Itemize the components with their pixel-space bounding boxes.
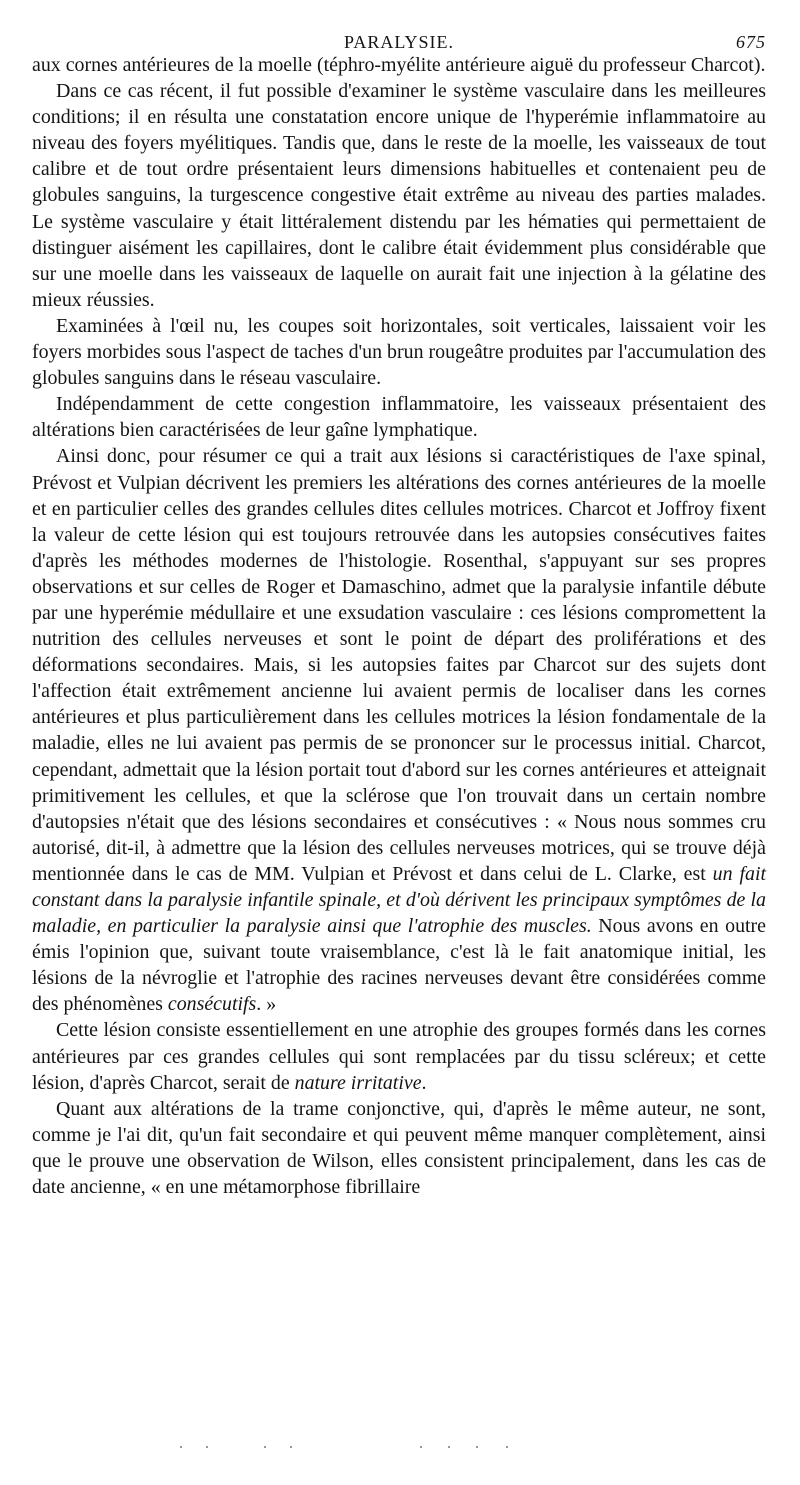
- paragraph: [32, 1017, 766, 1095]
- book-page: [32, 0, 766, 1200]
- text-run: Cette lésion consiste essentiellement en une atrophie des groupes formés dans les cornes antérieures par ces grandes cellules qui sont remplacées par du tissu scléreux; et cette lésion, d'après Charcot, serait de: [32, 1019, 766, 1094]
- ink-speck: [206, 1446, 208, 1448]
- ink-speck: [290, 1446, 292, 1448]
- running-title: PARALYSIE.: [343, 32, 455, 52]
- page-number: 675: [736, 32, 766, 52]
- text-run: Nous avons en outre émis l'opinion que, suivant toute vraisemblance, c'est là le fait anatomique initial, les lésions de la névroglie et l'atrophie des racines nerveuses devant être considérées comme des phénomènes: [32, 915, 767, 1016]
- text-run: Indépendamment de cette congestion inflammatoire, les vaisseaux présentaient des altérations bien caractérisées de leur gaîne lymphatique.: [32, 393, 766, 442]
- ink-speck: [448, 1446, 450, 1448]
- text-run: .: [421, 1071, 427, 1094]
- paragraph: [32, 52, 766, 78]
- page-header: [32, 0, 766, 52]
- paragraph: [32, 78, 766, 313]
- text-run: . »: [256, 993, 277, 1016]
- italic-text-run: consécutifs: [167, 993, 257, 1016]
- ink-speck: [420, 1446, 422, 1448]
- ink-speck: [264, 1446, 266, 1448]
- ink-speck: [506, 1446, 508, 1448]
- italic-text-run: nature irritative: [294, 1071, 422, 1094]
- body-text: [32, 52, 766, 1200]
- text-run: Quant aux altérations de la trame conjonctive, qui, d'après le même auteur, ne sont, comme je l'ai dit, qu'un fait secondaire et qui peuvent même manquer complètement, ainsi que le prouve une observation de Wilson, elles consistent principalement, dans les cas de date ancienne, « en une métamorphose fibrillaire: [32, 1097, 766, 1199]
- paragraph: [32, 391, 766, 443]
- paragraph: [32, 1096, 766, 1200]
- ink-speck: [476, 1446, 478, 1448]
- text-run: aux cornes antérieures de la moelle (téphro-myélite antérieure aiguë du professeur Charcot).: [32, 54, 766, 76]
- text-run: Ainsi donc, pour résumer ce qui a trait aux lésions si caractéristiques de l'axe spinal, Prévost et Vulpian décrivent les premiers les altérations des cornes antérieures de la moelle et en particulier celles des grandes cellules dites cellules motrices. Charcot et Joffroy fixent la valeur de cette lésion qui est toujours retrouvée dans les autopsies consécutives faites d'après les méthodes modernes de l'histologie. Rosenthal, s'appuyant sur ses propres observations et sur celles de Roger et Damaschino, admet que la paralysie infantile débute par une hyperémie médullaire et une exsudation vasculaire : ces lésions compromettent la nutrition des cellules nerveuses et sont le point de départ des proliférations et des déformations secondaires. Mais, si les autopsies faites par Charcot sur des sujets dont l'affection était extrêmement ancienne lui avaient permis de localiser dans les cornes antérieures et plus particulièrement dans les cellules motrices la lésion fondamentale de la maladie, elles ne lui avaient pas permis de se prononcer sur le processus initial. Charcot, cependant, admettait que la lésion portait tout d'abord sur les cornes antérieures et atteignait primitivement les cellules, et que la sclérose que l'on trouvait dans un certain nombre d'autopsies n'était que des lésions secondaires et consécutives : « Nous nous sommes cru autorisé, dit-il, à admettre que la lésion des cellules nerveuses motrices, qui se trouve déjà mentionnée dans le cas de MM. Vulpian et Prévost et dans celui de L. Clarke, est: [32, 445, 766, 885]
- paragraph: [32, 443, 766, 1017]
- text-run: Examinées à l'œil nu, les coupes soit horizontales, soit verticales, laissaient voir les foyers morbides sous l'aspect de taches d'un brun rougeâtre produites par l'accumulation des globules sanguins dans le réseau vasculaire.: [32, 314, 766, 390]
- ink-speck: [180, 1446, 182, 1448]
- italic-text-run: un fait constant dans la paralysie infantile spinale, et d'où dérivent les principaux symptômes de la maladie, en particulier la paralysie ainsi que l'atrophie des muscles.: [32, 862, 766, 938]
- page-bottom-marks: [180, 1446, 540, 1450]
- paragraph: [32, 313, 766, 391]
- text-run: Dans ce cas récent, il fut possible d'examiner le système vasculaire dans les meilleures conditions; il en résulta une constatation encore unique de l'hyperémie inflammatoire au niveau des foyers myélitiques. Tandis que, dans le reste de la moelle, les vaisseaux de tout calibre et de tout ordre présentaient leurs dimensions habituelles et contenaient peu de globules sanguins, la turgescence congestive était extrême au niveau des parties malades. Le système vasculaire y était littéralement distendu par les hématies qui permettaient de distinguer aisément les capillaires, dont le calibre était évidemment plus considérable que sur une moelle dans les vaisseaux de laquelle on aurait fait une injection à la gélatine des mieux réussies.: [32, 80, 766, 311]
